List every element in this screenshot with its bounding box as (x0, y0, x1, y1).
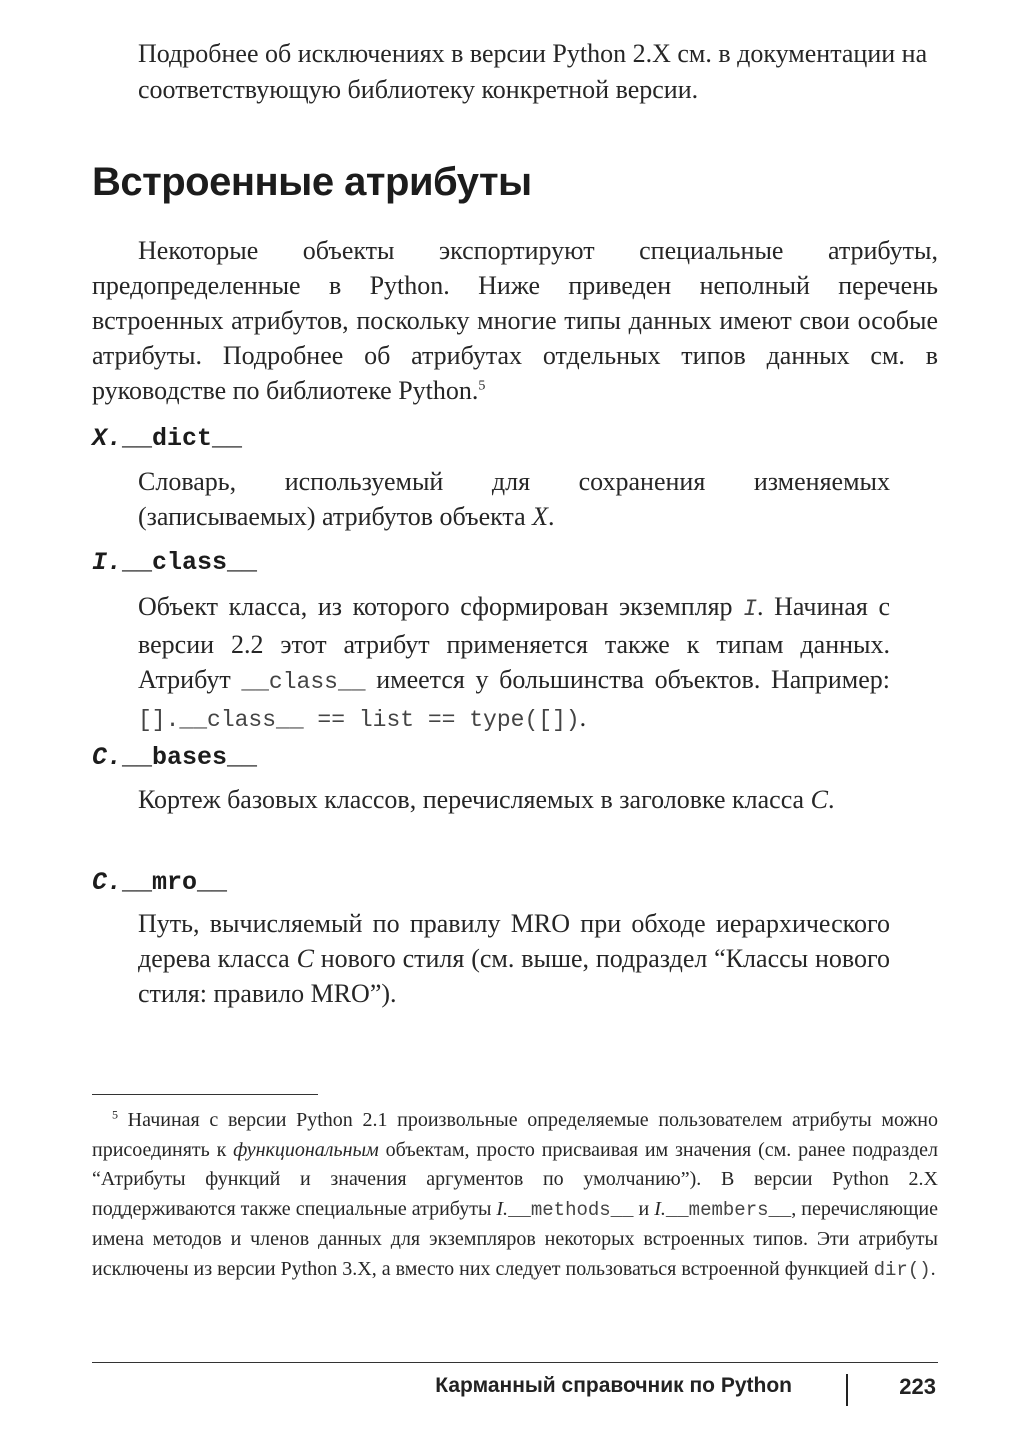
footer-rule (92, 1362, 938, 1363)
description-text: . Начиная с версии 2.2 этот атрибут применяется также к типам данных. Атрибут (138, 592, 890, 694)
footnote-emphasis: функциональным (233, 1138, 379, 1161)
description-end: . (548, 502, 555, 531)
running-title: Карманный справочник по Python (435, 1374, 792, 1397)
footnote-text: объектам, просто присваивая им значения (см. ранее подраздел “Атрибуты функций и значения аргументов по умолчанию”). В версии Python 2.X поддерживаются также специальные атрибуты (92, 1138, 938, 1220)
lead-paragraph (92, 233, 938, 408)
attribute-description-class (138, 589, 890, 738)
description-text: нового стиля (см. выше, подраздел “Классы нового стиля: правило MRO”). (138, 944, 890, 1008)
footnote-code: __members__ (665, 1198, 792, 1221)
footnote-text: , перечисляющие имена методов и членов данных для экземпляров некоторых встроенных типов. Эти атрибуты исключены из версии Python 3.X, а вместо них следует пользоваться встроенной функцией (92, 1197, 939, 1280)
description-text: имеется у большинства объектов. Например: (365, 665, 890, 694)
attribute-object: C. (92, 743, 123, 772)
description-object: C (810, 785, 828, 814)
footnote-mark: 5 (112, 1107, 118, 1122)
attribute-name: __mro__ (122, 868, 228, 897)
footnote-code: dir() (873, 1258, 931, 1281)
attribute-name: __class__ (122, 548, 258, 577)
intro-paragraph: Подробнее об исключениях в версии Python 2.X см. в документации на соответствующую библиотеку конкретной версии. (138, 39, 928, 104)
page-number: 223 (899, 1374, 936, 1399)
attribute-name: __bases__ (122, 743, 258, 772)
footer-divider (846, 1374, 848, 1406)
attribute-object: C. (92, 868, 123, 897)
description-end: . (827, 785, 835, 814)
footnote-text: Начиная с версии Python 2.1 произвольные определяемые пользователем атрибуты можно присоединять к (92, 1109, 938, 1161)
footnote-text: и (633, 1197, 655, 1220)
attribute-term-mro (92, 868, 227, 897)
footnote-reference: 5 (478, 378, 486, 394)
footnote-code: __methods__ (508, 1198, 634, 1221)
section-title: Встроенные атрибуты (92, 160, 532, 204)
attribute-description-bases (138, 782, 890, 817)
description-object: X (532, 502, 549, 531)
description-text: Словарь, используемый для сохранения изменяемых (записываемых) атрибутов объекта (138, 467, 890, 531)
footnote (92, 1106, 938, 1285)
footnote-text: . (930, 1257, 936, 1280)
footnote-object: I. (496, 1197, 509, 1220)
description-text: Кортеж базовых классов, перечисляемых в заголовке класса (138, 785, 811, 814)
footnote-object: I. (654, 1197, 666, 1220)
attribute-term-dict (92, 424, 242, 453)
attribute-description-mro (138, 906, 890, 1011)
attribute-term-class (92, 548, 257, 577)
description-object: I (743, 596, 758, 622)
inline-code: __class__ (241, 669, 366, 695)
attribute-object: X. (92, 424, 123, 453)
description-text: Путь, вычисляемый по правилу MRO при обходе иерархического дерева класса (138, 909, 890, 973)
attribute-object: I. (92, 548, 123, 577)
footnote-separator (92, 1094, 318, 1095)
description-end: . (579, 703, 587, 732)
inline-code-example: [].__class__ == list == type([]) (138, 707, 580, 733)
description-text: Объект класса, из которого сформирован экземпляр (138, 592, 744, 621)
attribute-term-bases (92, 743, 257, 772)
attribute-description-dict (138, 464, 890, 534)
attribute-name: __dict__ (122, 424, 243, 453)
description-object: C (296, 944, 314, 973)
lead-text: Некоторые объекты экспортируют специальные атрибуты, предопределенные в Python. Ниже приведен неполный перечень встроенных атрибутов, поскольку многие типы данных имеют свои особые атрибуты. Подробнее об атрибутах отдельных типов данных см. в руководстве по библиотеке Python. (92, 236, 938, 405)
